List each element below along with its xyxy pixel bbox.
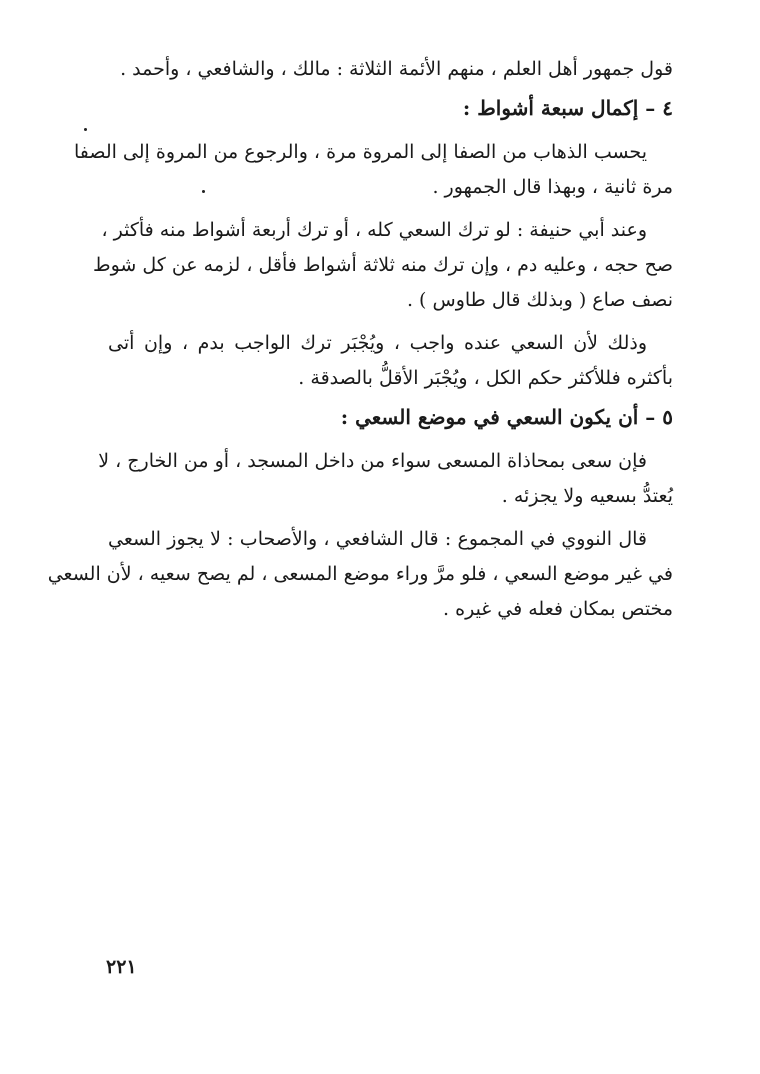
paragraph-abu-hanifa	[93, 213, 673, 318]
page-body	[47, 52, 673, 627]
paragraph-nawawi	[47, 522, 673, 627]
section-heading-5: ٥ – أن يكون السعي في موضع السعي :	[340, 405, 673, 429]
text-line: قال النووي في المجموع : قال الشافعي ، والأصحاب : لا يجوز السعي	[108, 528, 647, 550]
text-line: قول جمهور أهل العلم ، منهم الأئمة الثلاثة : مالك ، والشافعي ، وأحمد .	[120, 58, 673, 80]
text-line: يُعتدُّ بسعيه ولا يجزئه .	[501, 485, 673, 507]
paragraph-location	[98, 444, 673, 514]
paragraph-intro	[108, 52, 673, 87]
section-heading-4: ٤ – إكمال سبعة أشواط :	[462, 96, 673, 120]
text-line: بأكثره فللأكثر حكم الكل ، ويُجْبَر الأقلُّ بالصدقة .	[298, 367, 673, 389]
text-line: في غير موضع السعي ، فلو مرَّ وراء موضع المسعى ، لم يصح سعيه ، لأن السعي	[47, 563, 673, 585]
text-line: فإن سعى بمحاذاة المسعى سواء من داخل المسجد ، أو من الخارج ، لا	[98, 450, 647, 472]
scan-speck	[84, 128, 87, 131]
paragraph-reason	[108, 326, 673, 396]
scan-speck	[202, 190, 205, 193]
text-line: يحسب الذهاب من الصفا إلى المروة مرة ، والرجوع من المروة إلى الصفا	[73, 141, 647, 163]
text-line: صح حجه ، وعليه دم ، وإن ترك منه ثلاثة أشواط فأقل ، لزمه عن كل شوط	[93, 254, 673, 276]
page-number: ٢٢١	[106, 956, 137, 978]
text-line: وذلك لأن السعي عنده واجب ، ويُجْبَر ترك الواجب بدم ، وإن أتى	[108, 332, 647, 354]
text-line: مرة ثانية ، وبهذا قال الجمهور .	[432, 176, 673, 198]
text-line: وعند أبي حنيفة : لو ترك السعي كله ، أو ترك أربعة أشواط منه فأكثر ،	[101, 219, 647, 241]
text-line: مختص بمكان فعله في غيره .	[443, 598, 673, 620]
text-line: نصف صاع ( وبذلك قال طاوس ) .	[406, 289, 673, 311]
paragraph-counting	[73, 135, 673, 205]
